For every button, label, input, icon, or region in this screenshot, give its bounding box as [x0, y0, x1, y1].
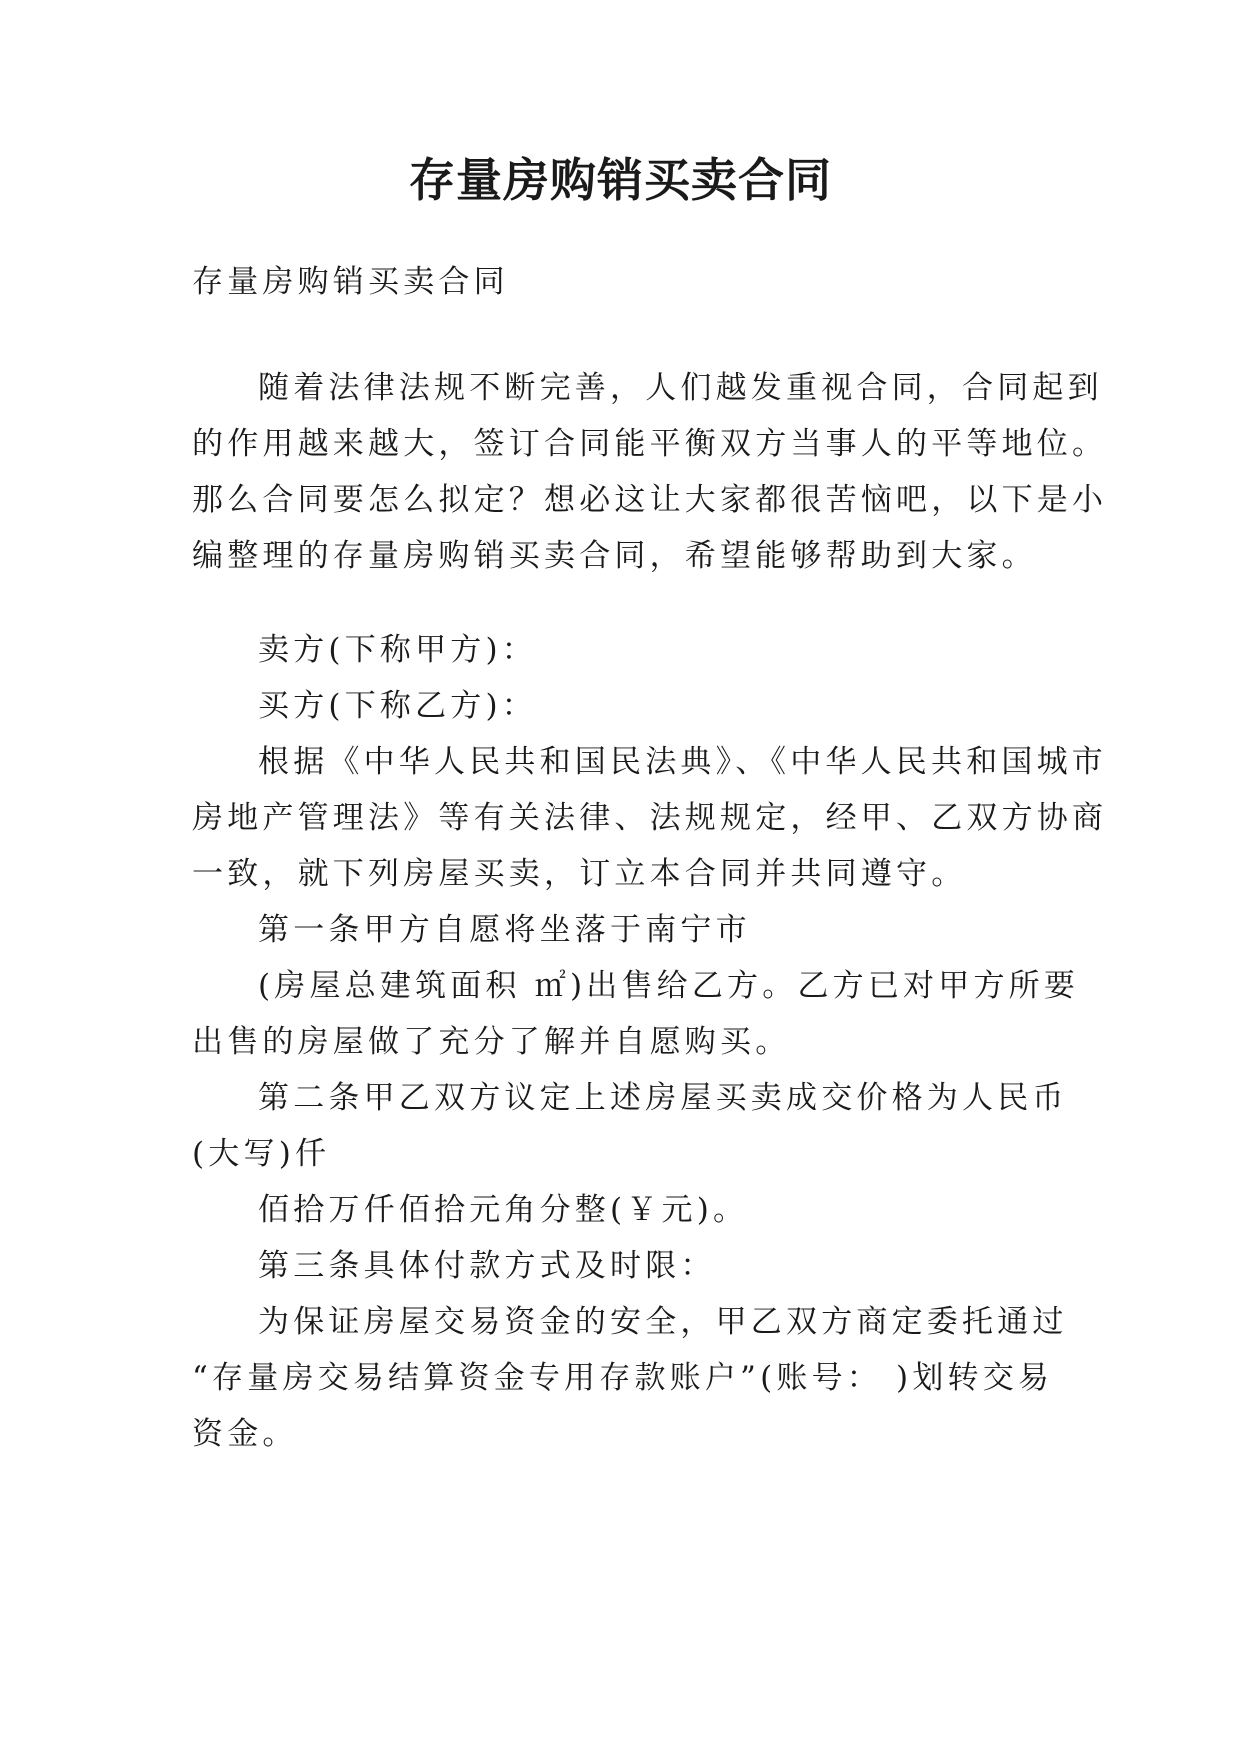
- paragraph-line: 随着法律法规不断完善，人们越发重视合同，合同起到: [258, 370, 1103, 406]
- paragraph-line: 房地产管理法》等有关法律、法规规定，经甲、乙双方协商: [192, 800, 1108, 836]
- document-title: 存量房购销买卖合同: [409, 153, 832, 207]
- paragraph-line: (大写)仟: [192, 1136, 331, 1172]
- paragraph-line: (房屋总建筑面积 ㎡)出售给乙方。乙方已对甲方所要: [258, 968, 1080, 1004]
- article-2-line: 第二条甲乙双方议定上述房屋买卖成交价格为人民币: [258, 1080, 1068, 1116]
- paragraph-line: 佰拾万仟佰拾元角分整(￥元)。: [258, 1192, 749, 1228]
- paragraph-line: 出售的房屋做了充分了解并自愿购买。: [192, 1024, 791, 1060]
- paragraph-line: 根据《中华人民共和国民法典》、《中华人民共和国城市: [258, 744, 1107, 780]
- paragraph-line: 那么合同要怎么拟定？想必这让大家都很苦恼吧，以下是小: [192, 482, 1108, 518]
- paragraph-line: 的作用越来越大，签订合同能平衡双方当事人的平等地位。: [192, 426, 1108, 462]
- article-1-line: 第一条甲方自愿将坐落于南宁市: [258, 912, 751, 948]
- paragraph-line: “存量房交易结算资金专用存款账户”(账号： )划转交易: [192, 1360, 1054, 1396]
- seller-line: 卖方(下称甲方)：: [258, 632, 537, 668]
- paragraph-line: 资金。: [192, 1416, 298, 1452]
- buyer-line: 买方(下称乙方)：: [258, 688, 537, 724]
- paragraph-line: 编整理的存量房购销买卖合同，希望能够帮助到大家。: [192, 538, 1037, 574]
- paragraph-line: 为保证房屋交易资金的安全，甲乙双方商定委托通过: [258, 1304, 1068, 1340]
- article-3-line: 第三条具体付款方式及时限：: [258, 1248, 716, 1284]
- paragraph-line: 一致，就下列房屋买卖，订立本合同并共同遵守。: [192, 856, 967, 892]
- document-subtitle: 存量房购销买卖合同: [192, 264, 509, 300]
